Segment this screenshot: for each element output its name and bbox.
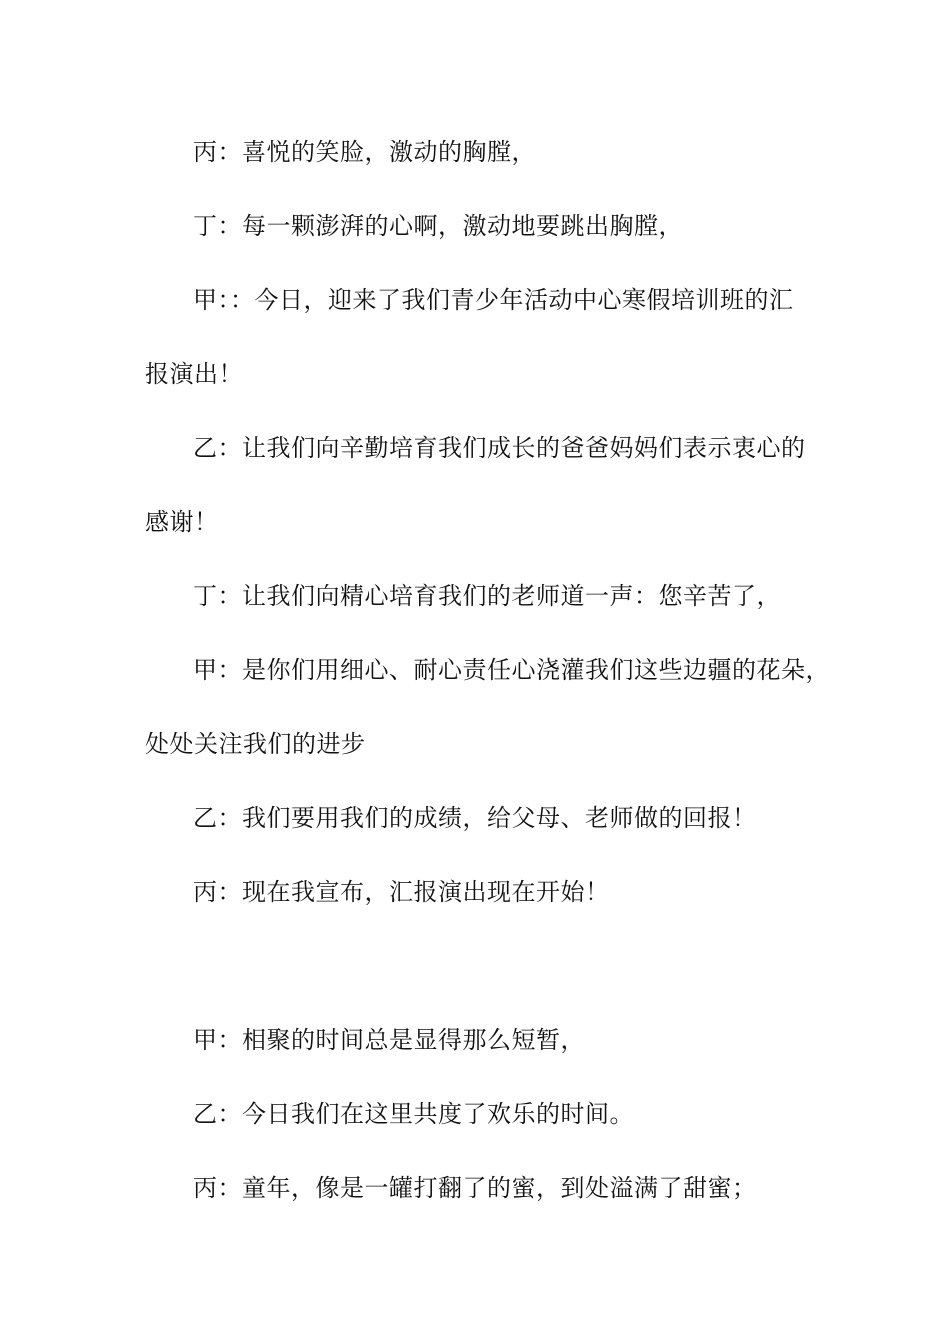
text-line-13: 乙：今日我们在这里共度了欢乐的时间。 — [193, 1100, 634, 1128]
text-line-9: 处处关注我们的进步 — [145, 730, 366, 758]
text-line-11: 丙：现在我宣布，汇报演出现在开始！ — [193, 878, 610, 906]
text-line-10: 乙：我们要用我们的成绩，给父母、老师做的回报！ — [193, 804, 757, 832]
text-line-3: 甲：：今日，迎来了我们青少年活动中心寒假培训班的汇 — [193, 286, 794, 314]
text-line-6: 感谢！ — [145, 508, 219, 536]
text-line-14: 丙：童年，像是一罐打翻了的蜜，到处溢满了甜蜜； — [193, 1174, 757, 1202]
text-line-12: 甲：相聚的时间总是显得那么短暂， — [193, 1026, 585, 1054]
text-line-7: 丁：让我们向精心培育我们的老师道一声：您辛苦了， — [193, 582, 781, 610]
text-line-8: 甲：是你们用细心、耐心责任心浇灌我们这些边疆的花朵， — [193, 656, 830, 684]
text-line-5: 乙：让我们向辛勤培育我们成长的爸爸妈妈们表示衷心的 — [193, 434, 806, 462]
text-line-4: 报演出！ — [145, 360, 243, 388]
text-line-2: 丁：每一颗澎湃的心啊，激动地要跳出胸膛， — [193, 212, 683, 240]
text-line-1: 丙：喜悦的笑脸，激动的胸膛， — [193, 138, 536, 166]
